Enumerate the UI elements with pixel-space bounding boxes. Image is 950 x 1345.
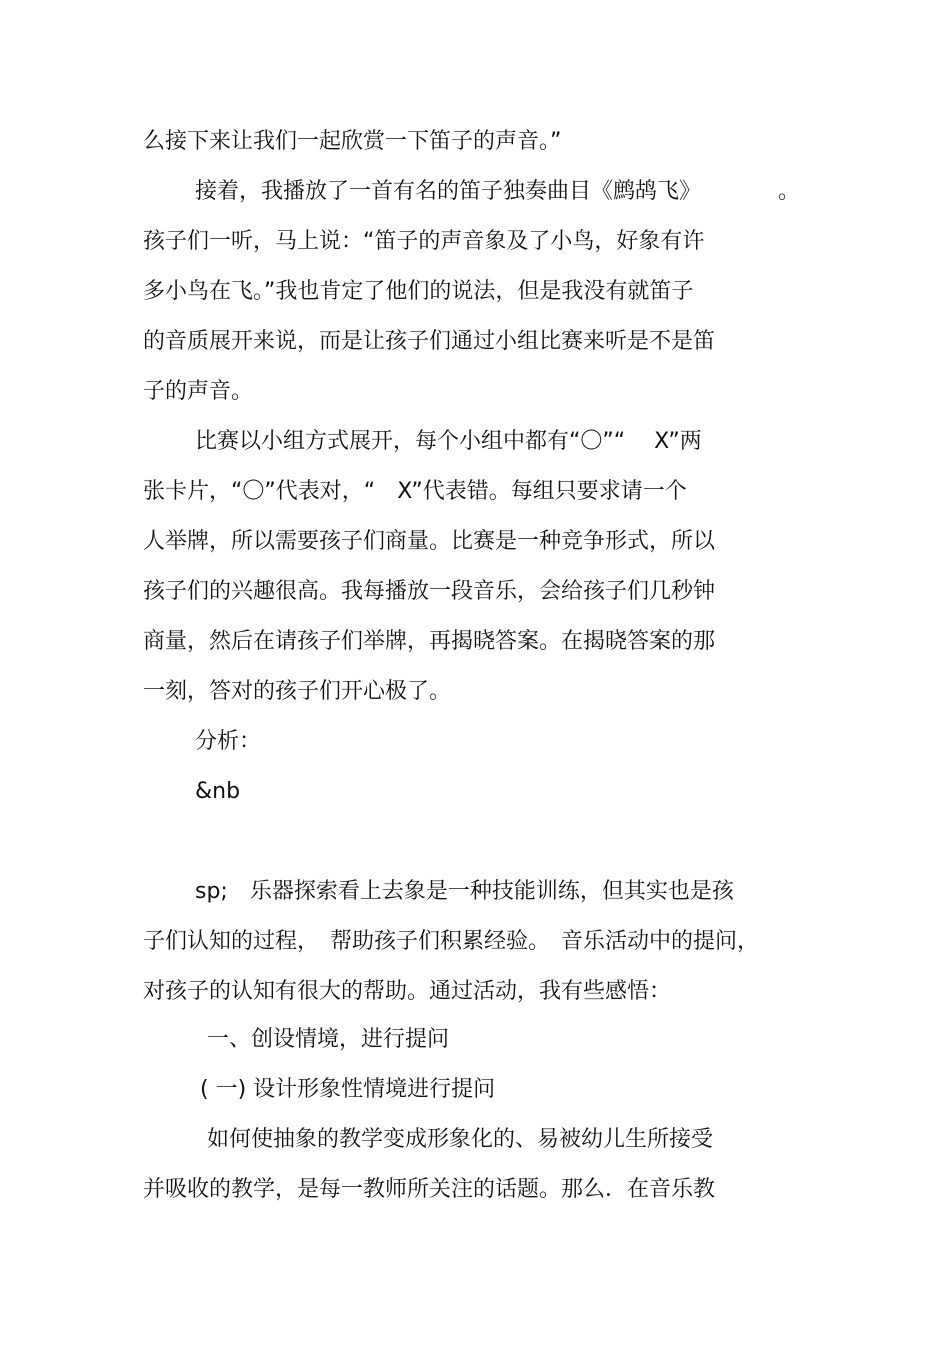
text-line: 孩子们的兴趣很高。我每播放一段音乐，会给孩子们几秒钟 bbox=[143, 579, 716, 604]
text-line: 多小鸟在飞。”我也肯定了他们的说法，但是我没有就笛子 bbox=[143, 279, 694, 304]
text-line: 孩子们一听，马上说：“笛子的声音象及了小鸟，好象有许 bbox=[143, 229, 705, 254]
text-line: 么接下来让我们一起欣赏一下笛子的声音。” bbox=[143, 129, 562, 154]
text-line: 商量，然后在请孩子们举牌，再揭晓答案。在揭晓答案的那 bbox=[143, 629, 716, 654]
text-line: 张卡片，“〇”代表对，“ X”代表错。每组只要求请一个 bbox=[143, 479, 687, 504]
subsection-heading: ( 一) 设计形象性情境进行提问 bbox=[200, 1077, 496, 1102]
text-line: 分析： bbox=[195, 729, 262, 754]
text-line: 子们认知的过程， 帮助孩子们积累经验。 音乐活动中的提问， bbox=[143, 929, 760, 954]
text-line: 的音质展开来说，而是让孩子们通过小组比赛来听是不是笛 bbox=[143, 329, 716, 354]
text-line: 比赛以小组方式展开，每个小组中都有“〇”“ X”两 bbox=[195, 429, 702, 454]
text-line: &nb bbox=[195, 779, 241, 804]
text-line: 对孩子的认知有很大的帮助。通过活动，我有些感悟： bbox=[143, 979, 672, 1004]
text-line: 子的声音。 bbox=[143, 379, 254, 404]
text-line: 一刻，答对的孩子们开心极了。 bbox=[143, 679, 452, 704]
text-line: 接着，我播放了一首有名的笛子独奏曲目《鹧鸪飞》 bbox=[195, 179, 702, 204]
section-heading: 一、创设情境，进行提问 bbox=[207, 1027, 450, 1052]
text-line: 人举牌，所以需要孩子们商量。比赛是一种竞争形式，所以 bbox=[143, 529, 716, 554]
text-line: 如何使抽象的教学变成形象化的、易被幼儿生所接受 bbox=[207, 1127, 714, 1152]
trailing-mark: 。 bbox=[778, 179, 801, 204]
text-line: 并吸收的教学，是每一教师所关注的话题。那么．在音乐教 bbox=[143, 1177, 716, 1202]
text-line: sp; 乐器探索看上去象是一种技能训练，但其实也是孩 bbox=[195, 879, 734, 904]
